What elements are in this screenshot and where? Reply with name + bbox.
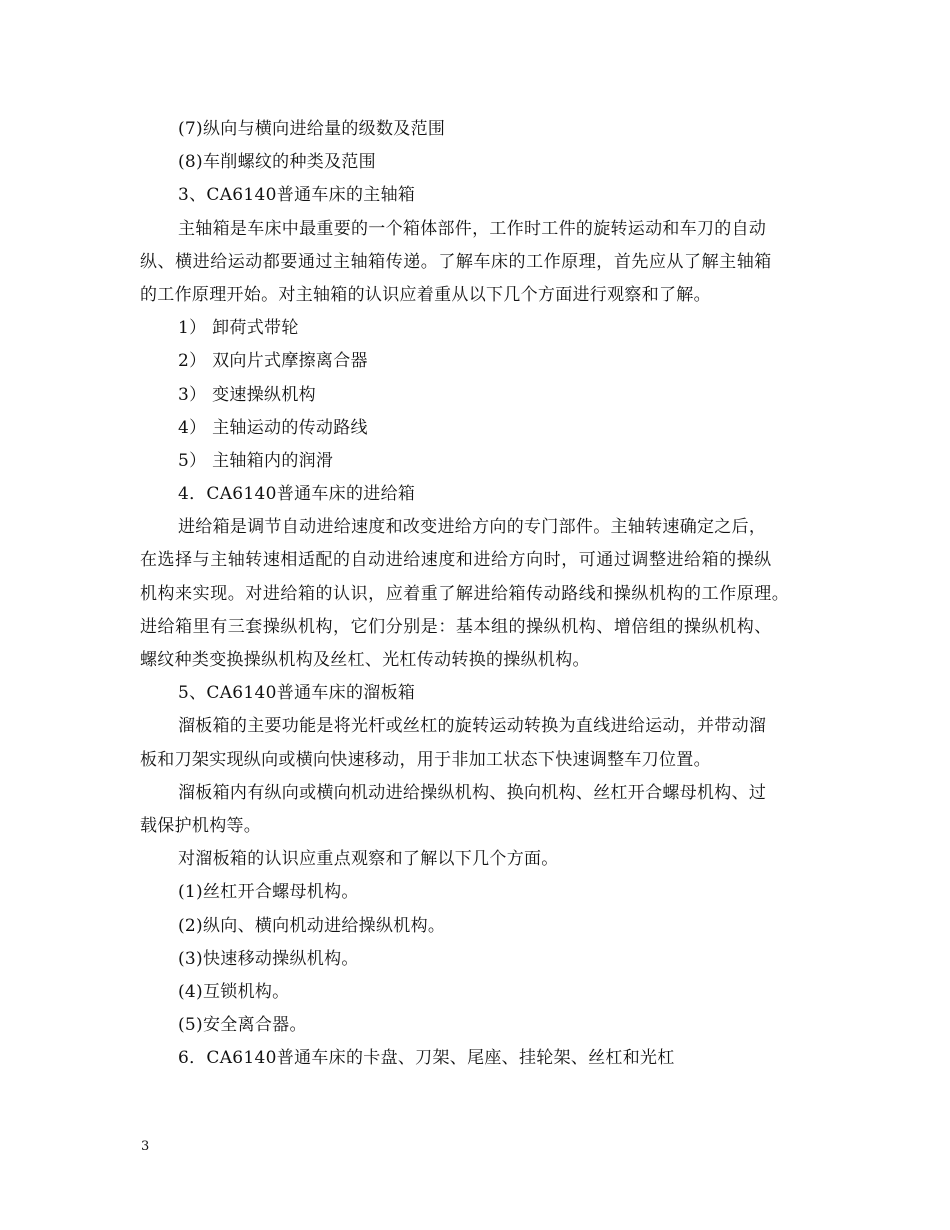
- section-heading-3: 3、CA6140普通车床的主轴箱: [178, 185, 416, 206]
- list-item-3: (3)快速移动操纵机构。: [178, 948, 359, 969]
- paragraph-line: 进给箱里有三套操纵机构，它们分别是：基本组的操纵机构、增倍组的操纵机构、: [140, 616, 772, 637]
- paragraph-line: 板和刀架实现纵向或横向快速移动，用于非加工状态下快速调整车刀位置。: [140, 749, 711, 770]
- list-item-4: (4)互锁机构。: [178, 981, 290, 1002]
- list-item-5: 5） 主轴箱内的润滑: [178, 450, 334, 471]
- paragraph-line: 溜板箱内有纵向或横向机动进给操纵机构、换向机构、丝杠开合螺母机构、过: [178, 782, 767, 803]
- paragraph-line: 在选择与主轴转速相适配的自动进给速度和进给方向时，可通过调整进给箱的操纵: [140, 550, 772, 571]
- list-item-1: 1） 卸荷式带轮: [178, 318, 299, 339]
- section-heading-6: 6．CA6140普通车床的卡盘、刀架、尾座、挂轮架、丝杠和光杠: [178, 1048, 675, 1069]
- paragraph-line: 溜板箱的主要功能是将光杆或丝杠的旋转运动转换为直线进给运动，并带动溜: [178, 716, 767, 737]
- list-item-3: 3） 变速操纵机构: [178, 384, 316, 405]
- list-item-1: (1)丝杠开合螺母机构。: [178, 882, 359, 903]
- list-item-2: (2)纵向、横向机动进给操纵机构。: [178, 915, 446, 936]
- text-line-item-7: (7)纵向与横向进给量的级数及范围: [178, 119, 446, 139]
- paragraph-line: 载保护机构等。: [140, 815, 262, 836]
- section-heading-5: 5、CA6140普通车床的溜板箱: [178, 683, 416, 704]
- page-number: 3: [141, 1139, 150, 1154]
- paragraph-line: 机构来实现。对进给箱的认识，应着重了解进给箱传动路线和操纵机构的工作原理。: [140, 583, 790, 604]
- paragraph-line: 进给箱是调节自动进给速度和改变进给方向的专门部件。主轴转速确定之后，: [178, 517, 767, 538]
- section-heading-4: 4．CA6140普通车床的进给箱: [178, 484, 416, 505]
- paragraph-line: 纵、横进给运动都要通过主轴箱传递。了解车床的工作原理，首先应从了解主轴箱: [140, 251, 772, 272]
- text-line-item-8: (8)车削螺纹的种类及范围: [178, 152, 376, 173]
- paragraph-line: 对溜板箱的认识应重点观察和了解以下几个方面。: [178, 849, 559, 870]
- list-item-2: 2） 双向片式摩擦离合器: [178, 351, 368, 372]
- list-item-4: 4） 主轴运动的传动路线: [178, 417, 368, 438]
- paragraph-line: 的工作原理开始。对主轴箱的认识应着重从以下几个方面进行观察和了解。: [140, 284, 711, 305]
- body-text: [140, 113, 820, 1075]
- paragraph-line: 主轴箱是车床中最重要的一个箱体部件，工作时工件的旋转运动和车刀的自动: [178, 218, 767, 239]
- paragraph-line: 螺纹种类变换操纵机构及丝杠、光杠传动转换的操纵机构。: [140, 650, 590, 670]
- list-item-5: (5)安全离合器。: [178, 1015, 307, 1036]
